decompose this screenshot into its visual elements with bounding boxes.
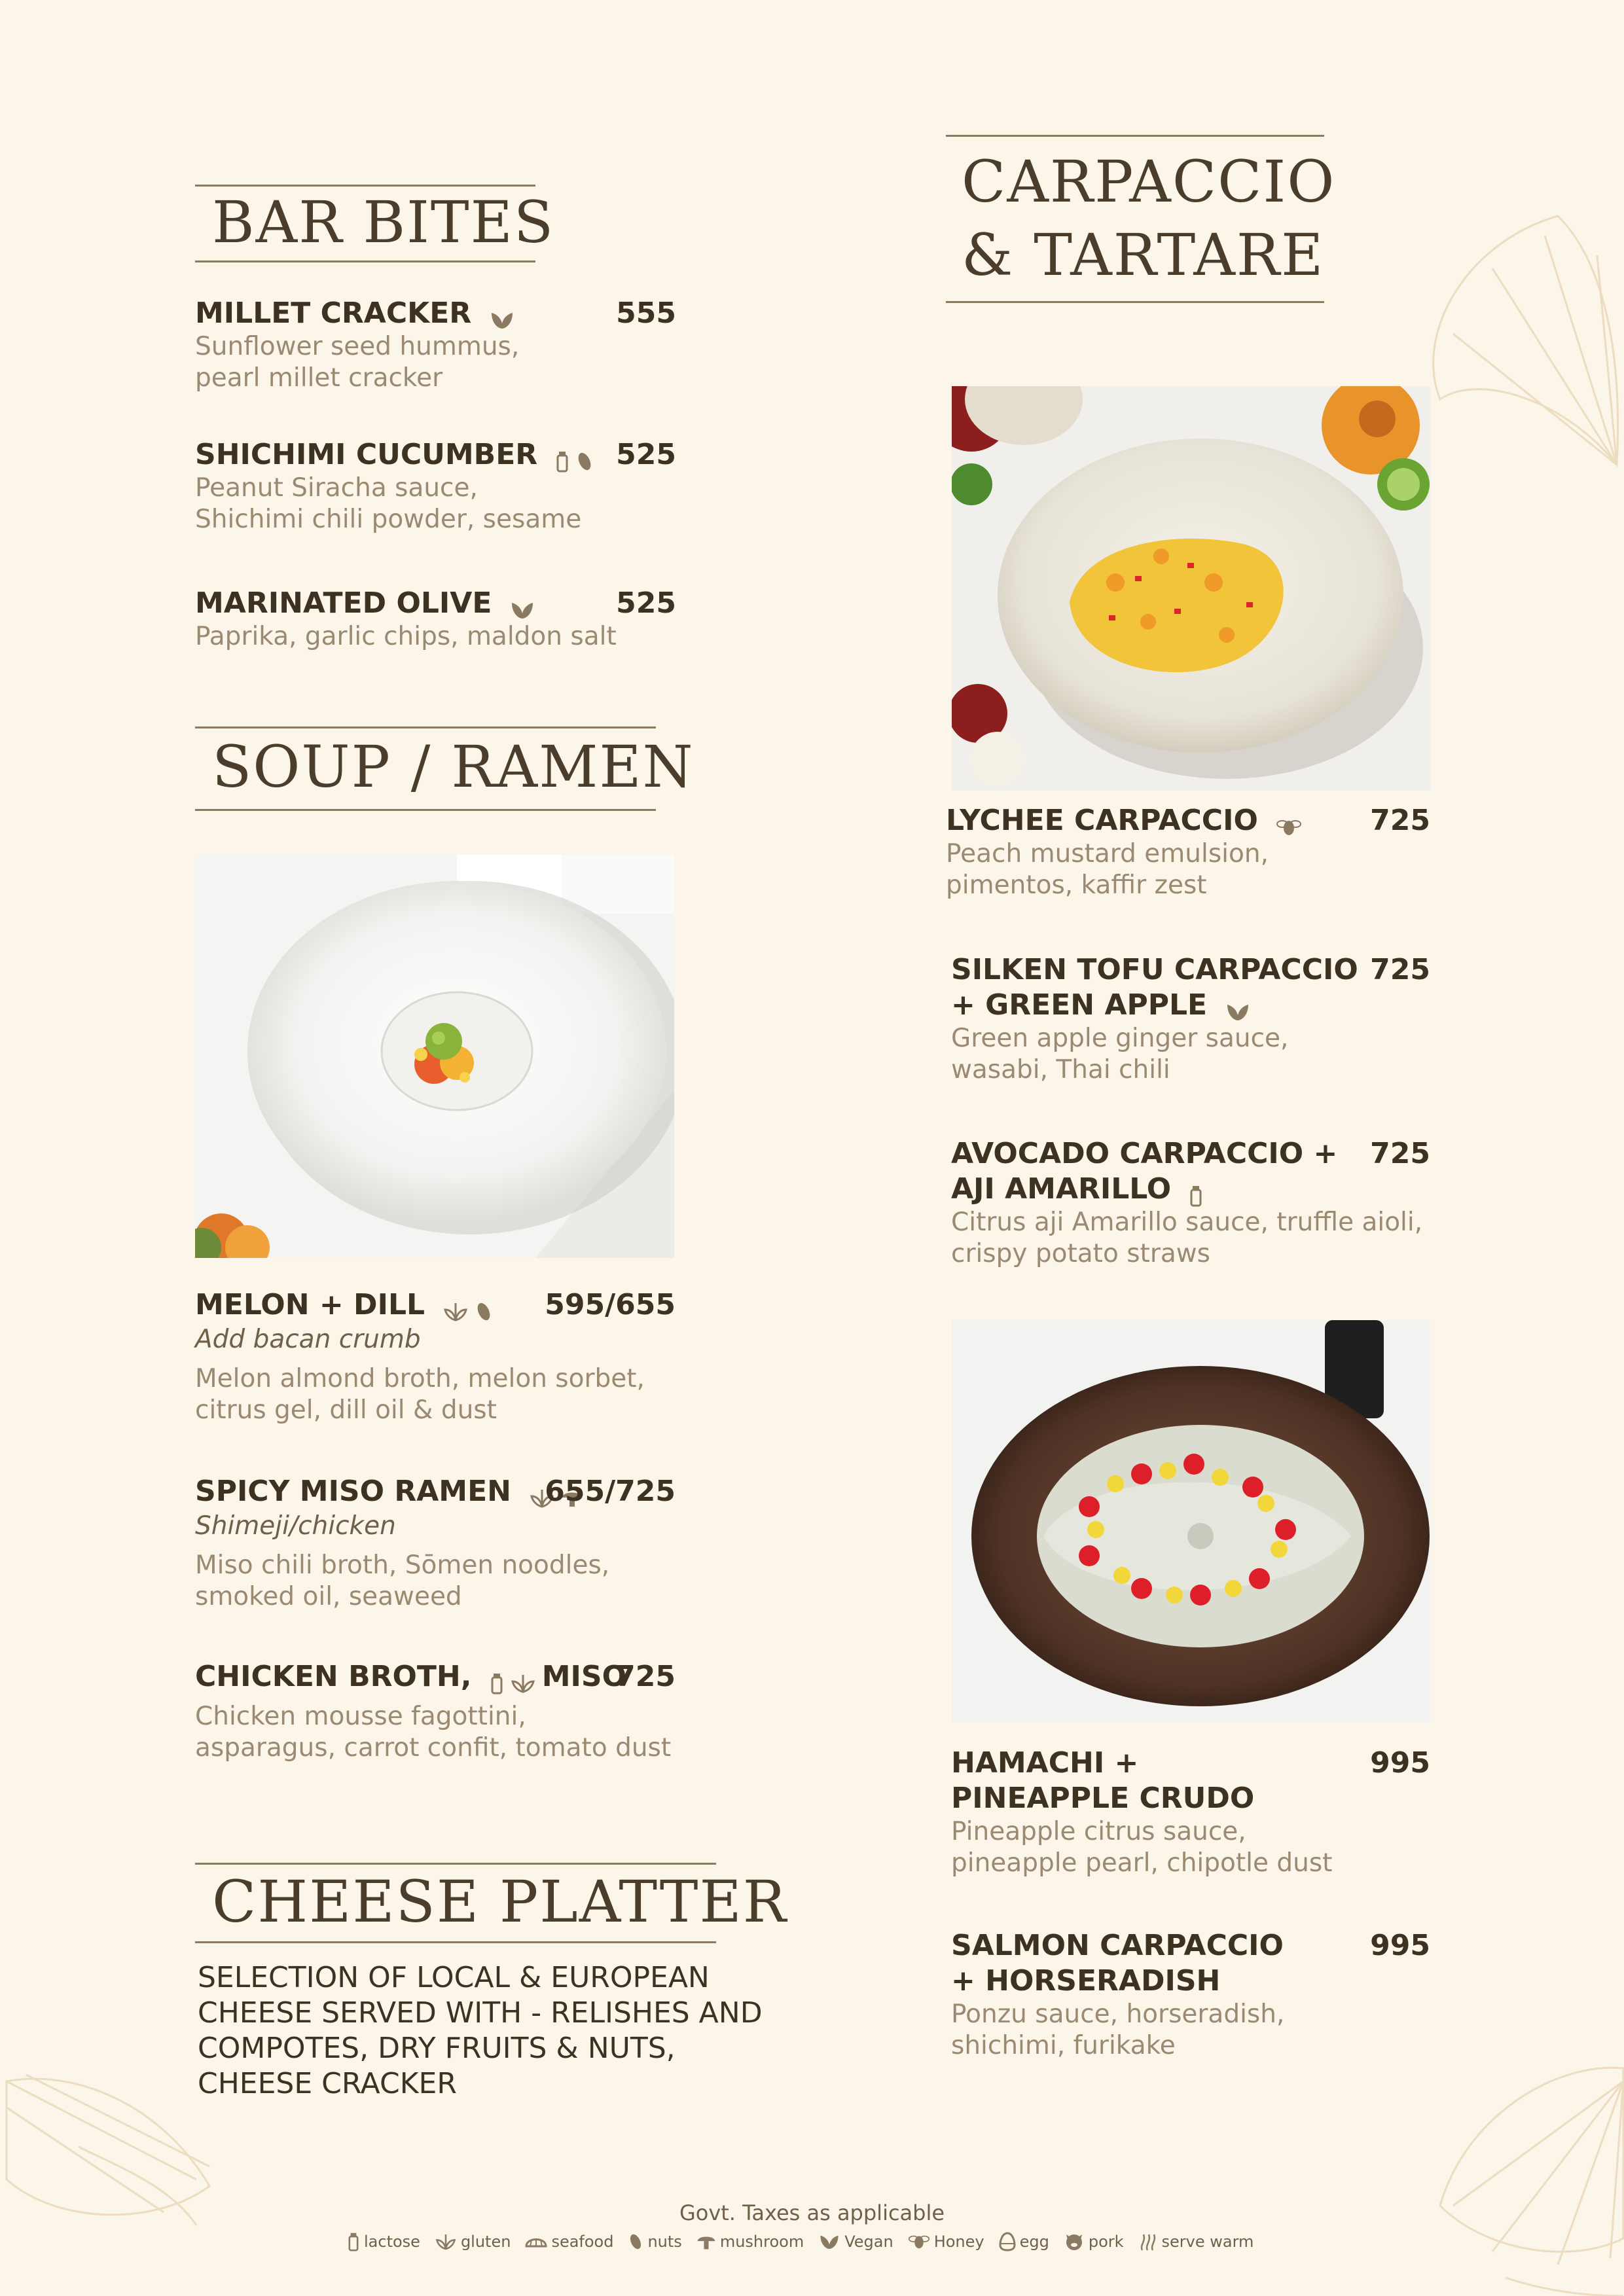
mushroom-icon (696, 2232, 716, 2251)
legend-item-nuts (628, 2232, 681, 2251)
item-description-line: Pineapple citrus sauce, (951, 1817, 1246, 1846)
menu-item-salmon-carpaccio (951, 1928, 1430, 2062)
legend-label: egg (1019, 2233, 1049, 2251)
item-description-line: Paprika, garlic chips, maldon salt (195, 622, 617, 651)
item-name-line: PINEAPPLE CRUDO (951, 1782, 1255, 1815)
legend-item-gluten (435, 2232, 511, 2251)
item-price: 555 (616, 296, 676, 330)
cheese-description-line: CHEESE CRACKER (198, 2067, 457, 2100)
item-description-line: Green apple ginger sauce, (951, 1024, 1289, 1053)
vegan-icon (489, 309, 515, 331)
item-name-line: SALMON CARPACCIO (951, 1929, 1284, 1962)
legend-item-serve-warm (1138, 2232, 1254, 2251)
legend-item-lactose (347, 2232, 420, 2251)
nuts-icon (475, 1300, 493, 1323)
item-description-line: Chicken mousse fagottini, (195, 1702, 526, 1731)
item-addon-note: Shimeji/chicken (195, 1511, 396, 1541)
gluten-icon (442, 1300, 469, 1323)
gluten-icon (510, 1672, 536, 1695)
item-description-line: Miso chili broth, Sōmen noodles, (195, 1551, 610, 1580)
egg-icon (999, 2232, 1016, 2251)
honey-icon (908, 2232, 930, 2251)
item-name-line: + GREEN APPLE (951, 988, 1208, 1022)
menu-item-hamachi-pineapple-crudo (951, 1746, 1430, 1879)
item-price: 725 (615, 1660, 676, 1693)
item-description-line: Shichimi chili powder, sesame (195, 505, 582, 534)
melon-dill-dish-photo (195, 855, 674, 1258)
item-description-line: smoked oil, seaweed (195, 1582, 462, 1611)
cheese-description-line: SELECTION OF LOCAL & EUROPEAN (198, 1961, 710, 1994)
lactose-icon (555, 450, 569, 473)
legend-item-pork (1064, 2232, 1124, 2251)
section-title-line: & TARTARE (962, 221, 1325, 289)
nuts-icon (628, 2232, 643, 2251)
legend-label: gluten (460, 2233, 511, 2251)
section-header-bar-bites (195, 185, 555, 263)
cheese-platter-description (198, 1960, 761, 2102)
cheese-description-line: COMPOTES, DRY FRUITS & NUTS, (198, 2032, 676, 2065)
menu-item-silken-tofu-carpaccio (951, 952, 1430, 1086)
legend-label: serve warm (1161, 2233, 1254, 2251)
item-description-line: pineapple pearl, chipotle dust (951, 1848, 1333, 1878)
menu-item-avocado-carpaccio (951, 1136, 1430, 1270)
section-title: BAR BITES (212, 188, 555, 256)
legend-item-egg (999, 2232, 1049, 2251)
menu-item-shichimi-cucumber (195, 437, 676, 535)
ginkgo-leaf-decoration-top-right (1401, 203, 1624, 478)
nuts-icon (575, 450, 594, 473)
item-name-line: CHICKEN BROTH, (195, 1660, 472, 1693)
section-header-soup-ramen (195, 726, 695, 812)
item-description-line: asparagus, carrot confit, tomato dust (195, 1733, 672, 1763)
serve-warm-icon (1138, 2232, 1158, 2251)
menu-item-marinated-olive (195, 586, 676, 653)
item-price: 525 (616, 586, 676, 620)
menu-item-lychee-carpaccio (946, 803, 1430, 901)
section-header-cheese-platter (195, 1863, 787, 1944)
lychee-carpaccio-dish-photo (952, 386, 1430, 791)
menu-item-millet-cracker (195, 296, 676, 394)
legend-item-mushroom (696, 2232, 804, 2251)
item-description-line: Peach mustard emulsion, (946, 839, 1269, 869)
vegan-icon (1225, 1001, 1251, 1023)
item-name: LYCHEE CARPACCIO (946, 804, 1258, 837)
item-name: MARINATED OLIVE (195, 586, 492, 620)
item-description-line: crispy potato straws (951, 1239, 1210, 1268)
ginkgo-leaf-decoration-bottom-right (1414, 2042, 1624, 2296)
vegan-icon (509, 599, 535, 621)
item-name: MELON + DILL (195, 1288, 425, 1321)
item-name: SPICY MISO RAMEN (195, 1475, 511, 1508)
item-description-line: Sunflower seed hummus, (195, 332, 520, 361)
taxes-note: Govt. Taxes as applicable (679, 2200, 945, 2225)
section-header-carpaccio-tartare (946, 135, 1336, 304)
item-description-line: Melon almond broth, melon sorbet, (195, 1364, 645, 1393)
item-price: 725 (1370, 953, 1430, 986)
item-name: MILLET CRACKER (195, 296, 472, 330)
item-description-line: Peanut Siracha sauce, (195, 473, 478, 503)
item-description-line: Ponzu sauce, horseradish, (951, 2000, 1285, 2029)
legend-label: pork (1088, 2233, 1124, 2251)
allergen-legend (347, 2232, 1329, 2251)
honey-icon (1276, 816, 1302, 838)
cheese-description-line: CHEESE SERVED WITH - RELISHES AND (198, 1996, 763, 2030)
menu-item-chicken-broth-miso (195, 1659, 676, 1764)
legend-item-honey (908, 2232, 984, 2251)
item-name-line: AVOCADO CARPACCIO + (951, 1137, 1338, 1170)
item-name: SHICHIMI CUCUMBER (195, 438, 538, 471)
item-price: 995 (1370, 1929, 1430, 1962)
item-description-line: shichimi, furikake (951, 2031, 1176, 2060)
item-description-line: Citrus aji Amarillo sauce, truffle aioli, (951, 1208, 1423, 1237)
lactose-icon (490, 1672, 504, 1695)
item-name-line: SILKEN TOFU CARPACCIO (951, 953, 1358, 986)
item-price: 655/725 (545, 1475, 676, 1508)
item-name-line: AJI AMARILLO (951, 1172, 1172, 1206)
item-name-line: HAMACHI + (951, 1746, 1139, 1780)
gluten-icon (435, 2232, 457, 2251)
item-price: 725 (1370, 1137, 1430, 1170)
menu-item-spicy-miso-ramen (195, 1474, 676, 1613)
hamachi-crudo-dish-photo (952, 1320, 1430, 1722)
legend-label: Honey (933, 2233, 984, 2251)
item-price: 995 (1370, 1746, 1430, 1780)
item-price: 525 (616, 438, 676, 471)
legend-label: mushroom (719, 2233, 804, 2251)
section-title: SOUP / RAMEN (212, 733, 695, 800)
item-description-line: pearl millet cracker (195, 363, 443, 393)
lactose-icon (1189, 1185, 1203, 1207)
section-title: CHEESE PLATTER (212, 1868, 787, 1935)
section-title-line: CARPACCIO (962, 148, 1336, 215)
item-addon-note: Add bacan crumb (195, 1325, 421, 1354)
legend-item-seafood (525, 2232, 613, 2251)
legend-label: seafood (551, 2233, 614, 2251)
lactose-icon (347, 2232, 360, 2251)
item-description-line: pimentos, kaffir zest (946, 870, 1207, 900)
menu-item-melon-dill (195, 1287, 676, 1426)
seafood-icon (525, 2232, 547, 2251)
item-name-line: + HORSERADISH (951, 1964, 1221, 1998)
legend-label: Vegan (844, 2233, 893, 2251)
item-description-line: wasabi, Thai chili (951, 1055, 1170, 1085)
legend-label: lactose (364, 2233, 420, 2251)
legend-label: nuts (647, 2233, 682, 2251)
item-price: 725 (1370, 804, 1430, 837)
pork-icon (1064, 2232, 1085, 2251)
item-name-line: MISO (541, 1660, 626, 1693)
item-price: 595/655 (545, 1288, 676, 1321)
item-description-line: citrus gel, dill oil & dust (195, 1395, 497, 1425)
legend-item-vegan (818, 2232, 893, 2251)
vegan-icon (818, 2232, 840, 2251)
